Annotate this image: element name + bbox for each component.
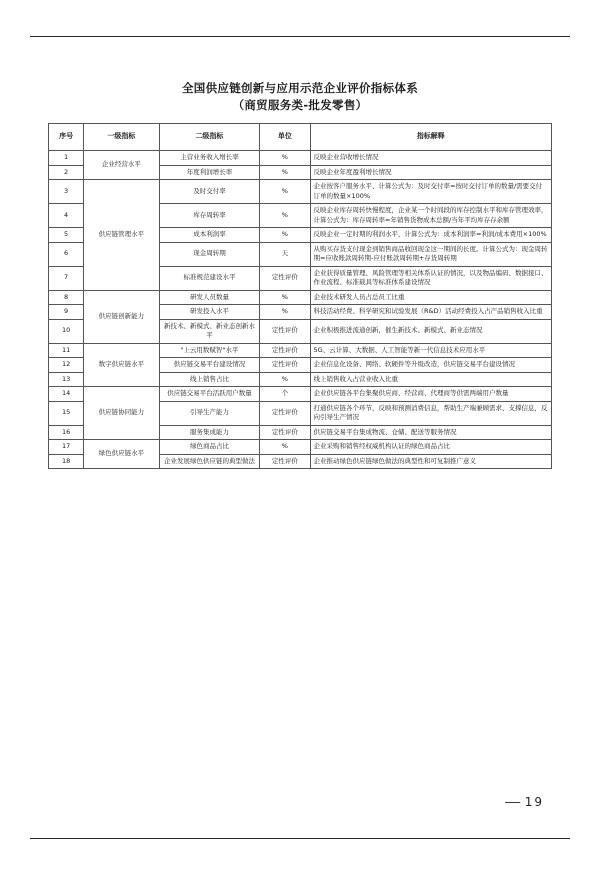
cell-no: 16 bbox=[49, 425, 84, 440]
cell-desc: 企业信息化设备、网络、软硬件等升级改造，供应链交易平台建设情况 bbox=[310, 358, 551, 373]
cell-unit: 定性评价 bbox=[260, 319, 310, 343]
cell-unit: 定性评价 bbox=[260, 266, 310, 290]
cell-desc: 供应链交易平台集成物流、仓储、配送等服务情况 bbox=[310, 425, 551, 440]
cell-no: 5 bbox=[49, 228, 84, 243]
cell-desc: 科技活动经费、科学研究和试验发展（R&D）活动经费投入占产品销售收入比重 bbox=[310, 305, 551, 320]
cell-unit: % bbox=[260, 290, 310, 305]
cell-desc: 企业积极推进流通创新，催生新技术、新模式、新业态情况 bbox=[310, 319, 551, 343]
cell-desc: 反映企业库存周转快慢程度，企业某一个时间段的库存控制水平和库存管理效率，计算公式为：库存周转率=年销售货物成本总额/当年平均库存存余额 bbox=[310, 204, 551, 228]
page-subtitle: （商贸服务类-批发零售） bbox=[232, 98, 368, 112]
cell-no: 12 bbox=[49, 358, 84, 373]
cell-unit: % bbox=[260, 305, 310, 320]
cell-level2: 库存周转率 bbox=[159, 204, 260, 228]
cell-unit: % bbox=[260, 204, 310, 228]
cell-unit: 定性评价 bbox=[260, 343, 310, 358]
table-header-row bbox=[49, 124, 552, 151]
page-number-dash: — bbox=[503, 795, 524, 809]
cell-unit: 定性评价 bbox=[260, 425, 310, 440]
cell-unit: % bbox=[260, 440, 310, 455]
cell-level2: "上云用数赋智"水平 bbox=[159, 343, 260, 358]
column-header-desc: 指标解释 bbox=[310, 124, 551, 151]
cell-unit: % bbox=[260, 151, 310, 166]
cell-level2: 研发人员数量 bbox=[159, 290, 260, 305]
cell-level1: 供应链管理水平 bbox=[84, 180, 159, 291]
cell-level1: 供应链协同能力 bbox=[84, 387, 159, 440]
cell-level2: 标准规范建设水平 bbox=[159, 266, 260, 290]
cell-level2: 研发投入水平 bbox=[159, 305, 260, 320]
cell-desc: 反映企业营收增长情况 bbox=[310, 151, 551, 166]
cell-level2: 线上销售占比 bbox=[159, 372, 260, 387]
cell-level1: 绿色供应链水平 bbox=[84, 440, 159, 469]
cell-desc: 线上销售收入占营业收入比重 bbox=[310, 372, 551, 387]
cell-level2: 现金周转期 bbox=[159, 242, 260, 266]
cell-level2: 年度利润增长率 bbox=[159, 165, 260, 180]
cell-level2: 成本利润率 bbox=[159, 228, 260, 243]
cell-level2: 引导生产能力 bbox=[159, 401, 260, 425]
cell-level1: 供应链创新能力 bbox=[84, 290, 159, 343]
table-row bbox=[49, 290, 552, 305]
cell-level1: 数字供应链水平 bbox=[84, 343, 159, 387]
column-header-no: 序号 bbox=[49, 124, 84, 151]
cell-no: 2 bbox=[49, 165, 84, 180]
cell-no: 8 bbox=[49, 290, 84, 305]
column-header-unit: 单位 bbox=[260, 124, 310, 151]
page-number-value: 19 bbox=[524, 795, 544, 809]
cell-level2: 新技术、新模式、新业态创新水平 bbox=[159, 319, 260, 343]
cell-no: 15 bbox=[49, 401, 84, 425]
cell-unit: % bbox=[260, 372, 310, 387]
cell-desc: 反映企业年度盈利增长情况 bbox=[310, 165, 551, 180]
cell-unit: % bbox=[260, 180, 310, 204]
table-row bbox=[49, 440, 552, 455]
cell-no: 18 bbox=[49, 454, 84, 469]
indicator-table bbox=[48, 123, 552, 469]
cell-desc: 企业推动绿色供应链绿色做法的典型性和可复制推广意义 bbox=[310, 454, 551, 469]
cell-desc: 5G、云计算、大数据、人工智能等新一代信息技术应用水平 bbox=[310, 343, 551, 358]
table-row bbox=[49, 387, 552, 402]
column-header-level1: 一级指标 bbox=[84, 124, 159, 151]
page-number bbox=[503, 795, 544, 809]
cell-no: 6 bbox=[49, 242, 84, 266]
cell-no: 11 bbox=[49, 343, 84, 358]
cell-no: 9 bbox=[49, 305, 84, 320]
cell-unit: 定性评价 bbox=[260, 358, 310, 373]
cell-unit: 定性评价 bbox=[260, 454, 310, 469]
cell-desc: 企业供应链各平台集聚供应商、经营商、代理商等供需两端用户数量 bbox=[310, 387, 551, 402]
cell-level2: 绿色商品占比 bbox=[159, 440, 260, 455]
cell-no: 1 bbox=[49, 151, 84, 166]
cell-desc: 企业获得质量管理、风险管理等相关体系认证的情况，以及物品编码、数据接口、作业流程、标准载具等标准体系建设情况 bbox=[310, 266, 551, 290]
table-body bbox=[49, 151, 552, 469]
cell-desc: 企业技术研发人员占总员工比重 bbox=[310, 290, 551, 305]
cell-level2: 供应链交易平台建设情况 bbox=[159, 358, 260, 373]
page-rule-top bbox=[30, 36, 570, 37]
cell-desc: 企业采购和销售经权威机构认证的绿色商品占比 bbox=[310, 440, 551, 455]
cell-no: 10 bbox=[49, 319, 84, 343]
page-title: 全国供应链创新与应用示范企业评价指标体系 bbox=[182, 81, 418, 95]
cell-no: 17 bbox=[49, 440, 84, 455]
cell-level2: 供应链交易平台活跃用户数量 bbox=[159, 387, 260, 402]
cell-desc: 打通供应链各个环节，反映和预测消费信息，帮助生产端兼顾需求、支撑信息，反向引导生产情况 bbox=[310, 401, 551, 425]
cell-no: 4 bbox=[49, 204, 84, 228]
cell-desc: 企业按客户服务水平、计算公式为：及时交付率=按时交付订单的数量/需要交付订单的数量×100% bbox=[310, 180, 551, 204]
cell-no: 13 bbox=[49, 372, 84, 387]
cell-unit: % bbox=[260, 228, 310, 243]
table-row bbox=[49, 180, 552, 204]
cell-desc: 反映企业一定时期的利润水平，计算公式为：成本利润率=利润/成本费用×100% bbox=[310, 228, 551, 243]
cell-unit: % bbox=[260, 165, 310, 180]
table-row bbox=[49, 343, 552, 358]
cell-unit: 天 bbox=[260, 242, 310, 266]
table-row bbox=[49, 151, 552, 166]
cell-unit: 定性评价 bbox=[260, 401, 310, 425]
cell-level2: 企业发展绿色供应链的典型做法 bbox=[159, 454, 260, 469]
cell-level2: 及时交付率 bbox=[159, 180, 260, 204]
cell-no: 3 bbox=[49, 180, 84, 204]
cell-level2: 服务集成能力 bbox=[159, 425, 260, 440]
cell-level2: 主营业务收入增长率 bbox=[159, 151, 260, 166]
cell-desc: 从购买存货支付现金到销售商品收回现金这一期间的长度。计算公式为：现金周转期=应收账款周转期-应付账款周转期+存货周转期 bbox=[310, 242, 551, 266]
page-rule-bottom bbox=[30, 838, 570, 839]
cell-unit: 个 bbox=[260, 387, 310, 402]
cell-level1: 企业经营水平 bbox=[84, 151, 159, 180]
cell-no: 14 bbox=[49, 387, 84, 402]
column-header-level2: 二级指标 bbox=[159, 124, 260, 151]
page-content bbox=[48, 80, 552, 469]
cell-no: 7 bbox=[49, 266, 84, 290]
